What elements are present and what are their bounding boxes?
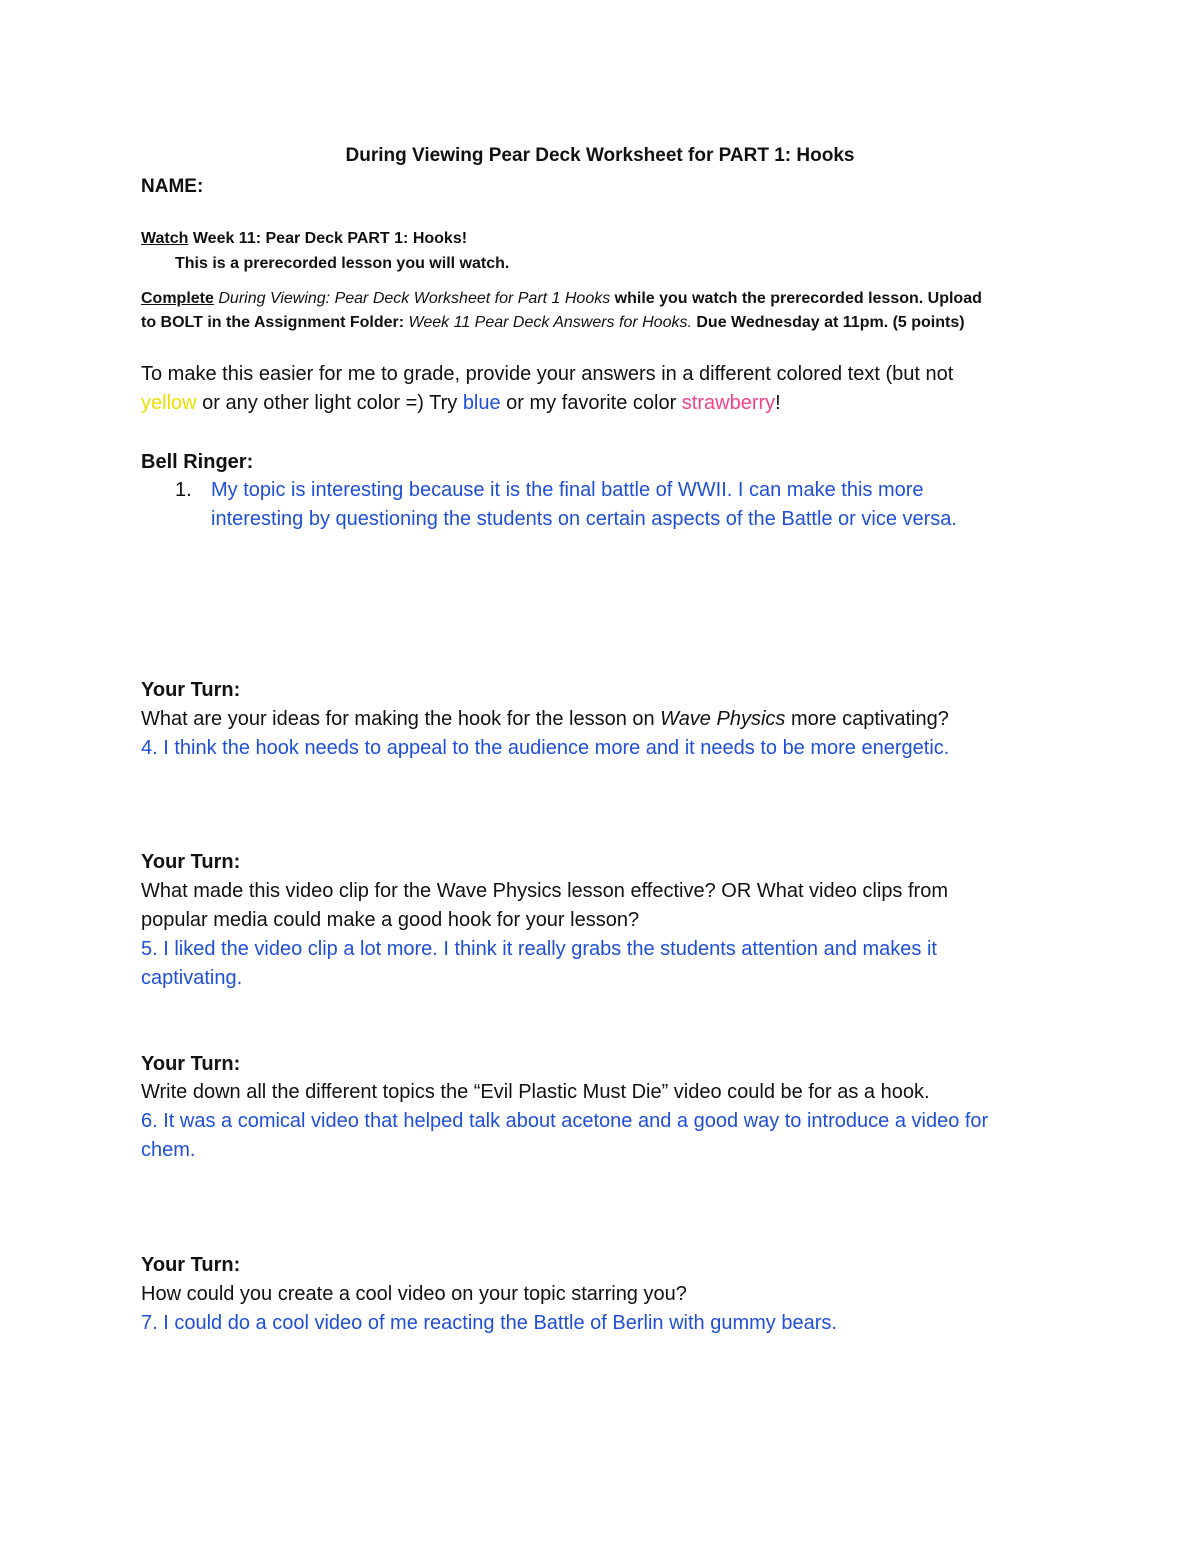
turn1-question <box>141 708 949 731</box>
watch-instruction <box>141 230 467 248</box>
turn3-answer-line1: 6. It was a comical video that helped talk about acetone and a good way to introduce a video for <box>141 1110 989 1132</box>
complete-word: Complete <box>141 290 214 307</box>
watch-subtext: This is a prerecorded lesson you will watch. <box>175 255 510 272</box>
turn1-q-post: more captivating? <box>785 708 949 730</box>
blue-word: blue <box>462 392 501 414</box>
complete-text: while you watch the prerecorded lesson. Upload <box>610 290 982 307</box>
turn4-question: How could you create a cool video on your topic starring you? <box>141 1283 687 1305</box>
color-note-mid: or any other light color =) Try <box>196 392 463 414</box>
line2-text: to BOLT in the Assignment Folder: <box>141 314 409 331</box>
turn2-label: Your Turn: <box>141 851 241 873</box>
turn4-label: Your Turn: <box>141 1254 241 1276</box>
color-note-end: ! <box>775 392 781 414</box>
bell-ringer-answer-line1: My topic is interesting because it is the final battle of WWII. I can make this more <box>211 479 924 501</box>
page-title: During Viewing Pear Deck Worksheet for PART 1: Hooks <box>345 145 855 166</box>
yellow-word: yellow <box>141 392 197 414</box>
turn2-answer-line2: captivating. <box>141 967 243 989</box>
turn1-label: Your Turn: <box>141 679 241 701</box>
watch-word: Watch <box>141 230 189 247</box>
color-note-line2 <box>141 392 781 415</box>
bell-ringer-answer-line2: interesting by questioning the students on certain aspects of the Battle or vice versa. <box>211 508 957 530</box>
bell-ringer-label: Bell Ringer: <box>141 451 254 473</box>
turn4-answer: 7. I could do a cool video of me reacting the Battle of Berlin with gummy bears. <box>141 1312 837 1334</box>
strawberry-word: strawberry <box>681 392 776 414</box>
turn2-answer-line1: 5. I liked the video clip a lot more. I think it really grabs the students attention and makes it <box>141 938 937 960</box>
turn3-question: Write down all the different topics the “Evil Plastic Must Die” video could be for as a hook. <box>141 1081 930 1103</box>
line2-italic: Week 11 Pear Deck Answers for Hooks. <box>408 314 692 331</box>
turn1-q-pre: What are your ideas for making the hook for the lesson on <box>141 708 661 730</box>
turn1-q-italic: Wave Physics <box>660 708 786 730</box>
line2-due: Due Wednesday at 11pm. (5 points) <box>691 314 965 331</box>
complete-instruction <box>141 290 982 308</box>
color-note-mid2: or my favorite color <box>500 392 682 414</box>
color-note-line1: To make this easier for me to grade, provide your answers in a different colored text (but not <box>141 363 954 385</box>
turn3-answer-line2: chem. <box>141 1139 196 1161</box>
turn2-question-line2: popular media could make a good hook for your lesson? <box>141 909 640 931</box>
bell-ringer-number: 1. <box>175 479 192 501</box>
complete-italic: During Viewing: Pear Deck Worksheet for Part 1 Hooks <box>218 290 611 307</box>
turn1-answer: 4. I think the hook needs to appeal to the audience more and it needs to be more energetic. <box>141 737 950 759</box>
name-label: NAME: <box>141 176 204 197</box>
complete-instruction-line2 <box>141 314 965 332</box>
turn3-label: Your Turn: <box>141 1053 241 1075</box>
turn2-question-line1: What made this video clip for the Wave Physics lesson effective? OR What video clips from <box>141 880 948 902</box>
watch-text: Week 11: Pear Deck PART 1: Hooks! <box>188 230 468 247</box>
